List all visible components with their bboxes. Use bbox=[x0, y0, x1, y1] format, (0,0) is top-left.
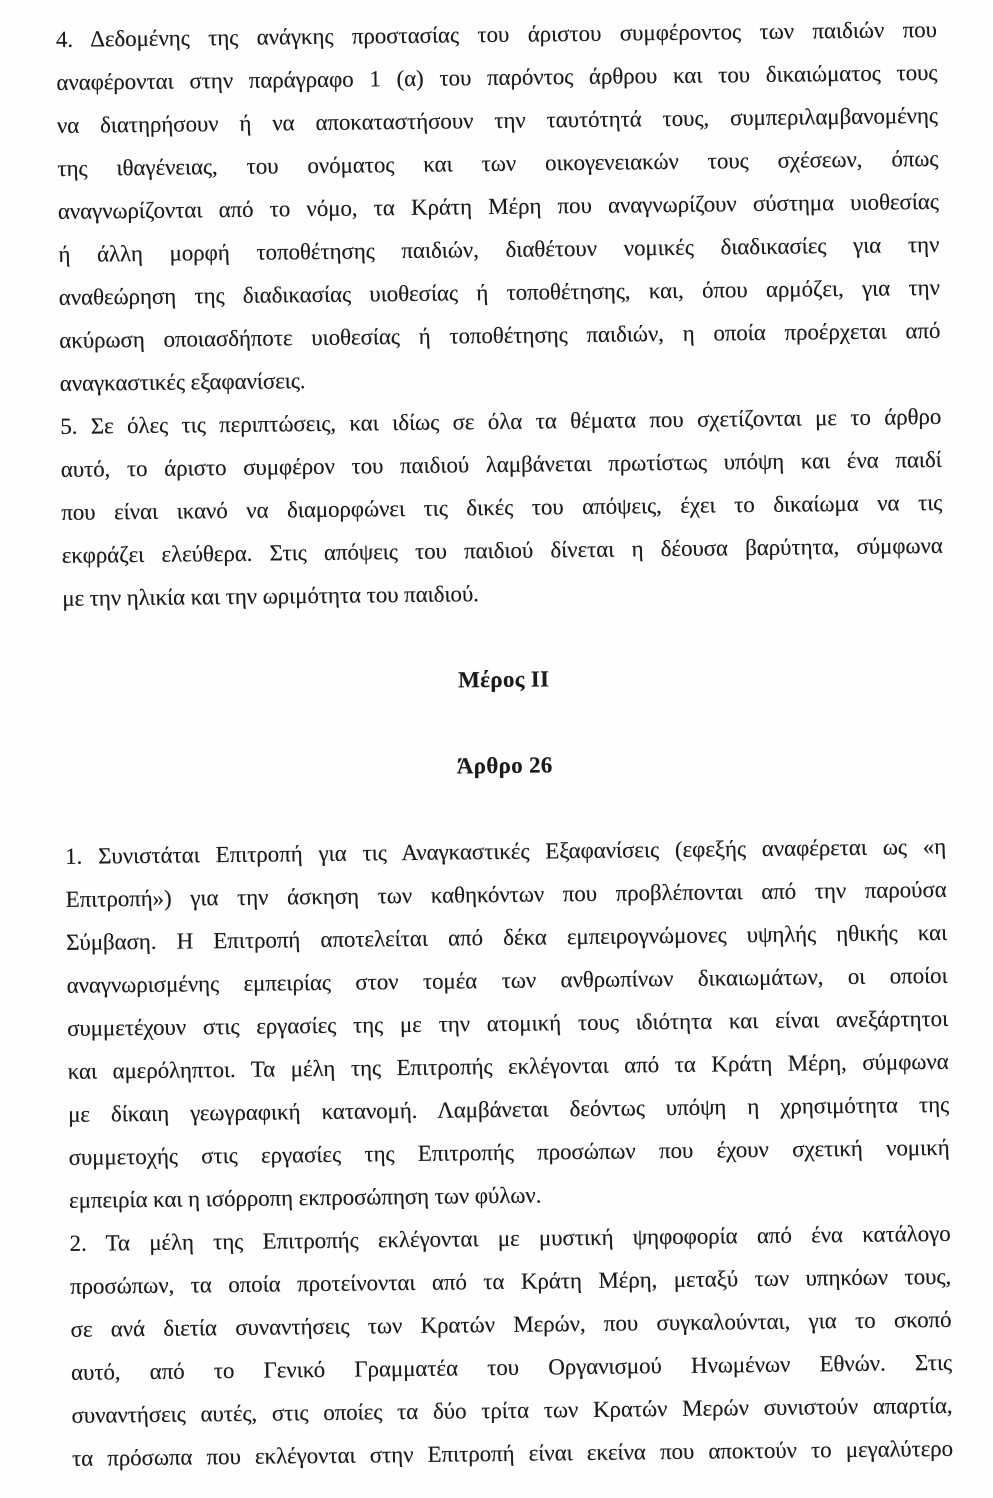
text-line: αναγκαστικές εξαφανίσεις. bbox=[59, 368, 306, 396]
text-line: συμμετοχής στις εργασίες της Επιτροπής προσώπων που έχουν σχετική νομική bbox=[68, 1134, 950, 1170]
text-line: 1. Συνιστάται Επιτροπή για τις Αναγκαστικές Εξαφανίσεις (εφεξής αναφέρεται ως «η bbox=[65, 833, 947, 869]
text-line: αναθεώρηση της διαδικασίας υιοθεσίας ή τοποθέτησης, και, όπου αρμόζει, για την bbox=[58, 274, 940, 310]
paragraph-5 bbox=[60, 395, 943, 620]
part-heading-text: Μέρος II bbox=[458, 666, 550, 693]
text-line: σε ανά διετία συναντήσεις των Κρατών Μερών, που συγκαλούνται, για το σκοπό bbox=[70, 1306, 952, 1342]
text-line: 5. Σε όλες τις περιπτώσεις, και ιδίως σε όλα τα θέματα που σχετίζονται με το άρθρο bbox=[60, 403, 942, 439]
article-26-paragraph-2 bbox=[69, 1212, 953, 1480]
text-line: ή άλλη μορφή τοποθέτησης παιδιών, διαθέτουν νομικές διαδικασίες για την bbox=[58, 231, 940, 267]
text-line: 2. Τα μέλη της Επιτροπής εκλέγονται με μυστική ψηφοφορία από ένα κατάλογο bbox=[69, 1220, 951, 1256]
text-line: εμπειρία και η ισόρροπη εκπροσώπηση των φύλων. bbox=[68, 1182, 542, 1213]
text-line: να διατηρήσουν ή να αποκαταστήσουν την ταυτότητά τους, συμπεριλαμβανομένης bbox=[56, 102, 938, 138]
text-line: αναγνωρίζονται από το νόμο, τα Κράτη Μέρη που αναγνωρίζουν σύστημα υιοθεσίας bbox=[57, 188, 939, 224]
text-line: αναγνωρισμένης εμπειρίας στον τομέα των ανθρωπίνων δικαιωμάτων, οι οποίοι bbox=[66, 962, 948, 998]
text-line: συναντήσεις αυτές, στις οποίες τα δύο τρίτα των Κρατών Μερών συνιστούν απαρτία, bbox=[71, 1392, 953, 1428]
text-line: αυτό, από το Γενικό Γραμματέα του Οργανισμού Ηνωμένων Εθνών. Στις bbox=[70, 1349, 953, 1385]
text-line: εκφράζει ελεύθερα. Στις απόψεις του παιδιού δίνεται η δέουσα βαρύτητα, σύμφωνα bbox=[61, 532, 943, 568]
text-line: τα πρόσωπα που εκλέγονται στην Επιτροπή είναι εκείνα που αποκτούν το μεγαλύτερο bbox=[71, 1435, 954, 1471]
article-heading-text: Άρθρο 26 bbox=[456, 752, 553, 779]
text-line: 4. Δεδομένης της ανάγκης προστασίας του άριστου συμφέροντος των παιδιών που bbox=[55, 16, 938, 52]
article-26-paragraph-1 bbox=[65, 825, 950, 1222]
text-line: αναφέρονται στην παράγραφο 1 (α) του παρόντος άρθρου και του δικαιώματος τους bbox=[56, 59, 938, 95]
text-line: με την ηλικία και την ωριμότητα του παιδιού. bbox=[62, 581, 479, 611]
text-line: της ιθαγένειας, του ονόματος και των οικογενειακών τους σχέσεων, όπως bbox=[57, 145, 939, 181]
part-heading bbox=[63, 653, 944, 706]
text-line: με δίκαιη γεωγραφική κατανομή. Λαμβάνεται δεόντως υπόψη η χρησιμότητα της bbox=[67, 1091, 950, 1127]
document-content bbox=[56, 8, 954, 1480]
article-heading bbox=[64, 739, 945, 792]
text-line: συμμετέχουν στις εργασίες της με την ατομική τους ιδιότητα και είναι ανεξάρτητοι bbox=[67, 1005, 949, 1041]
text-line: που είναι ικανό να διαμορφώνει τις δικές του απόψεις, έχει το δικαίωμα να τις bbox=[61, 489, 943, 525]
paragraph-4 bbox=[56, 8, 941, 405]
text-line: αυτό, το άριστο συμφέρον του παιδιού λαμβάνεται πρωτίστως υπόψη και ένα παιδί bbox=[60, 446, 942, 482]
text-line: Επιτροπή») για την άσκηση των καθηκόντων που προβλέπονται από την παρούσα bbox=[65, 876, 947, 912]
text-line: ακύρωση οποιασδήποτε υιοθεσίας ή τοποθέτησης παιδιών, η οποία προέρχεται από bbox=[59, 317, 941, 353]
text-line: προσώπων, τα οποία προτείνονται από τα Κράτη Μέρη, μεταξύ των υπηκόων τους, bbox=[69, 1263, 952, 1299]
text-line: Σύμβαση. Η Επιτροπή αποτελείται από δέκα εμπειρογνώμονες υψηλής ηθικής και bbox=[66, 919, 948, 955]
text-line: και αμερόληπτοι. Τα μέλη της Επιτροπής εκλέγονται από τα Κράτη Μέρη, σύμφωνα bbox=[67, 1048, 949, 1084]
